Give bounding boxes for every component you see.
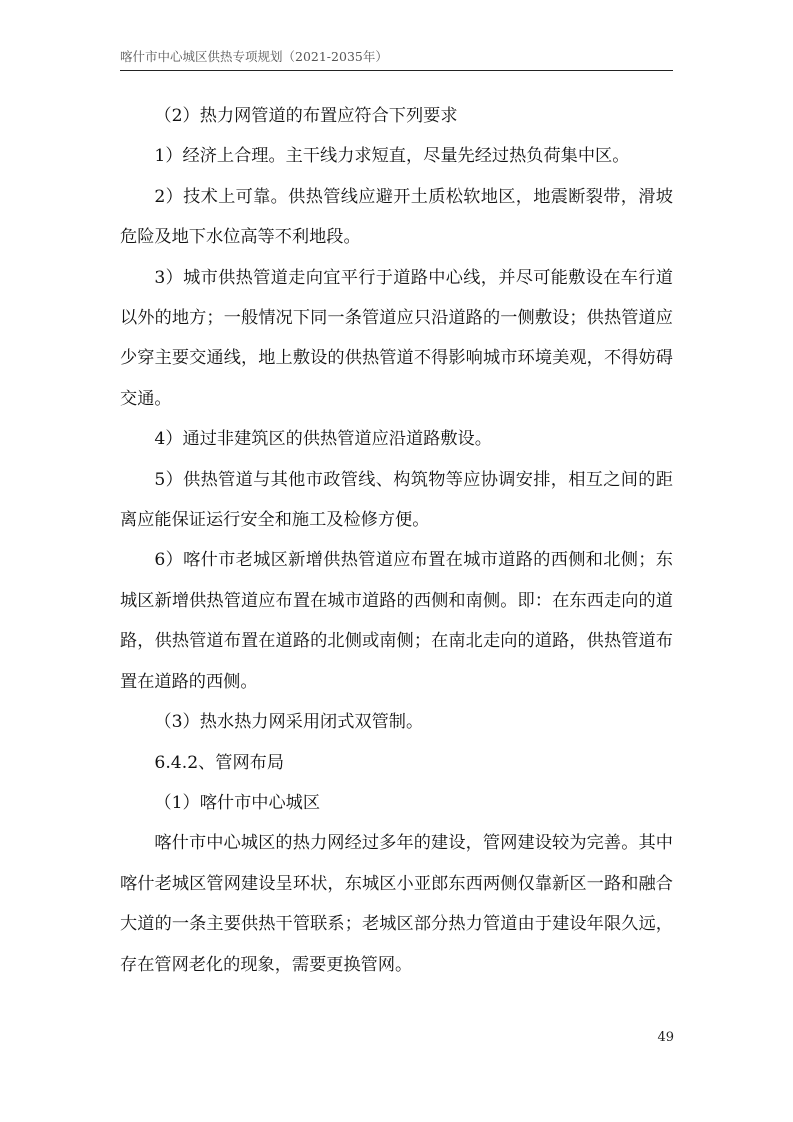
paragraph: 4）通过非建筑区的供热管道应沿道路敷设。 bbox=[154, 429, 492, 450]
paragraph: 1）经济上合理。主干线力求短直，尽量先经过热负荷集中区。 bbox=[154, 146, 630, 167]
paragraph: （2）热力网管道的布置应符合下列要求 bbox=[154, 106, 458, 126]
paragraph: （3）热水热力网采用闭式双管制。 bbox=[154, 712, 424, 733]
subsection-heading: （1）喀什市中心城区 bbox=[154, 792, 321, 813]
page-header bbox=[120, 48, 673, 71]
paragraph: 6）喀什市老城区新增供热管道应布置在城市道路的西侧和北侧；东城区新增供热管道应布置在城市道路的西侧和南侧。即：在东西走向的道路，供热管道布置在道路的北侧或南侧；在南北走向的道路，供热管道布置在道路的西侧。 bbox=[120, 550, 673, 692]
document-body bbox=[120, 96, 673, 985]
paragraph: 2）技术上可靠。供热管线应避开土质松软地区，地震断裂带，滑坡危险及地下水位高等不利地段。 bbox=[120, 186, 673, 248]
section-heading: 6.4.2、管网布局 bbox=[154, 752, 285, 773]
paragraph: 3）城市供热管道走向宜平行于道路中心线，并尽可能敷设在车行道以外的地方；一般情况下同一条管道应只沿道路的一侧敷设；供热管道应少穿主要交通线，地上敷设的供热管道不得影响城市环境美观，不得妨碍交通。 bbox=[120, 267, 673, 409]
page-number: 49 bbox=[657, 1030, 674, 1045]
header-title: 喀什市中心城区供热专项规划（2021-2035年） bbox=[120, 49, 388, 64]
paragraph: 5）供热管道与其他市政管线、构筑物等应协调安排，相互之间的距离应能保证运行安全和施工及检修方便。 bbox=[120, 469, 673, 531]
paragraph: 喀什市中心城区的热力网经过多年的建设，管网建设较为完善。其中喀什老城区管网建设呈环状，东城区小亚郎东西两侧仅靠新区一路和融合大道的一条主要供热干管联系；老城区部分热力管道由于建设年限久远，存在管网老化的现象，需要更换管网。 bbox=[120, 833, 673, 975]
